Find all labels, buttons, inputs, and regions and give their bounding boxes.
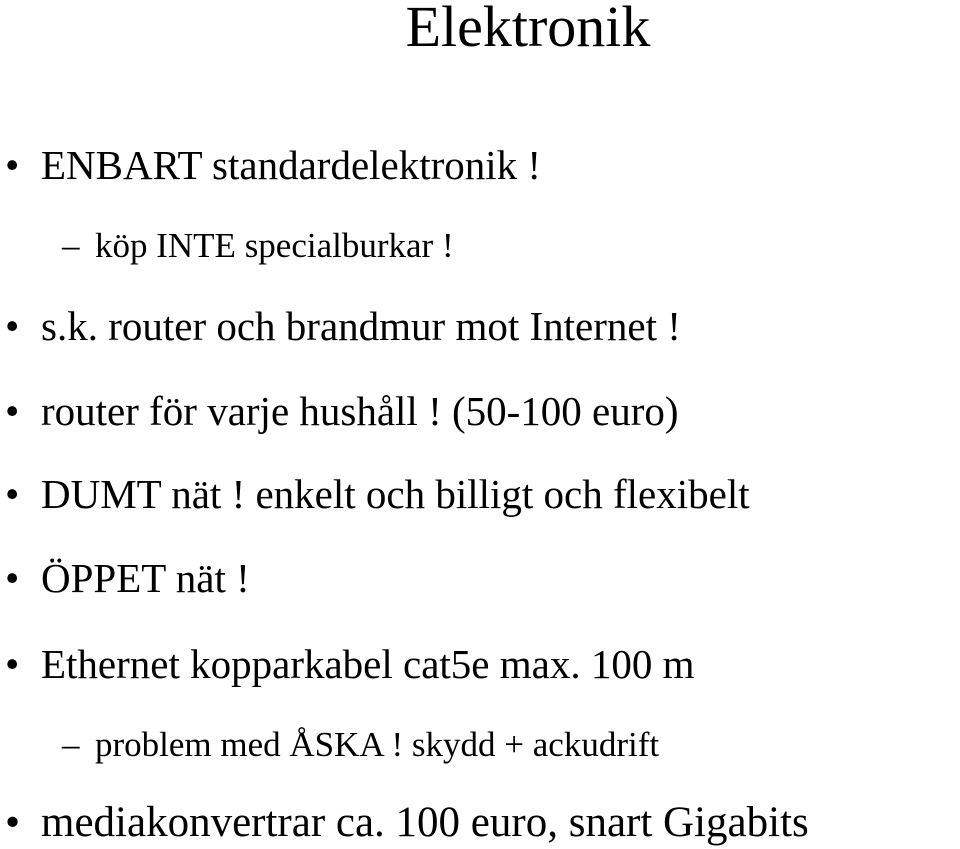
- bullet-text: köp INTE specialburkar !: [95, 226, 454, 265]
- bullet-icon: •: [5, 303, 20, 349]
- bullet-text: problem med ÅSKA ! skydd + ackudrift: [95, 725, 660, 764]
- bullet-item: [5, 640, 694, 688]
- bullet-text: ENBART standardelektronik !: [41, 142, 542, 188]
- bullet-icon: •: [5, 555, 20, 601]
- bullet-icon: •: [5, 799, 21, 846]
- bullet-text: ÖPPET nät !: [41, 555, 250, 601]
- dash-icon: –: [62, 725, 80, 764]
- bullet-text: mediakonvertrar ca. 100 euro, snart Gigabits: [41, 799, 809, 846]
- bullet-text: Ethernet kopparkabel cat5e max. 100 m: [41, 641, 695, 687]
- bullet-item: [5, 387, 679, 435]
- sub-bullet-item: [62, 724, 659, 766]
- slide-title: Elektronik: [405, 0, 651, 59]
- bullet-item: [5, 302, 681, 350]
- bullet-icon: •: [5, 471, 20, 517]
- sub-bullet-item: [62, 225, 454, 267]
- bullet-icon: •: [5, 142, 20, 188]
- bullet-text: router för varje hushåll ! (50-100 euro): [41, 388, 679, 434]
- bullet-item: [5, 470, 750, 518]
- dash-icon: –: [62, 226, 80, 265]
- bullet-text: DUMT nät ! enkelt och billigt och flexibelt: [41, 471, 750, 517]
- bullet-item: [5, 554, 250, 602]
- bullet-icon: •: [5, 388, 20, 434]
- bullet-item: [5, 799, 809, 847]
- bullet-text: s.k. router och brandmur mot Internet !: [41, 303, 681, 349]
- bullet-item: [5, 141, 541, 189]
- bullet-icon: •: [5, 641, 20, 687]
